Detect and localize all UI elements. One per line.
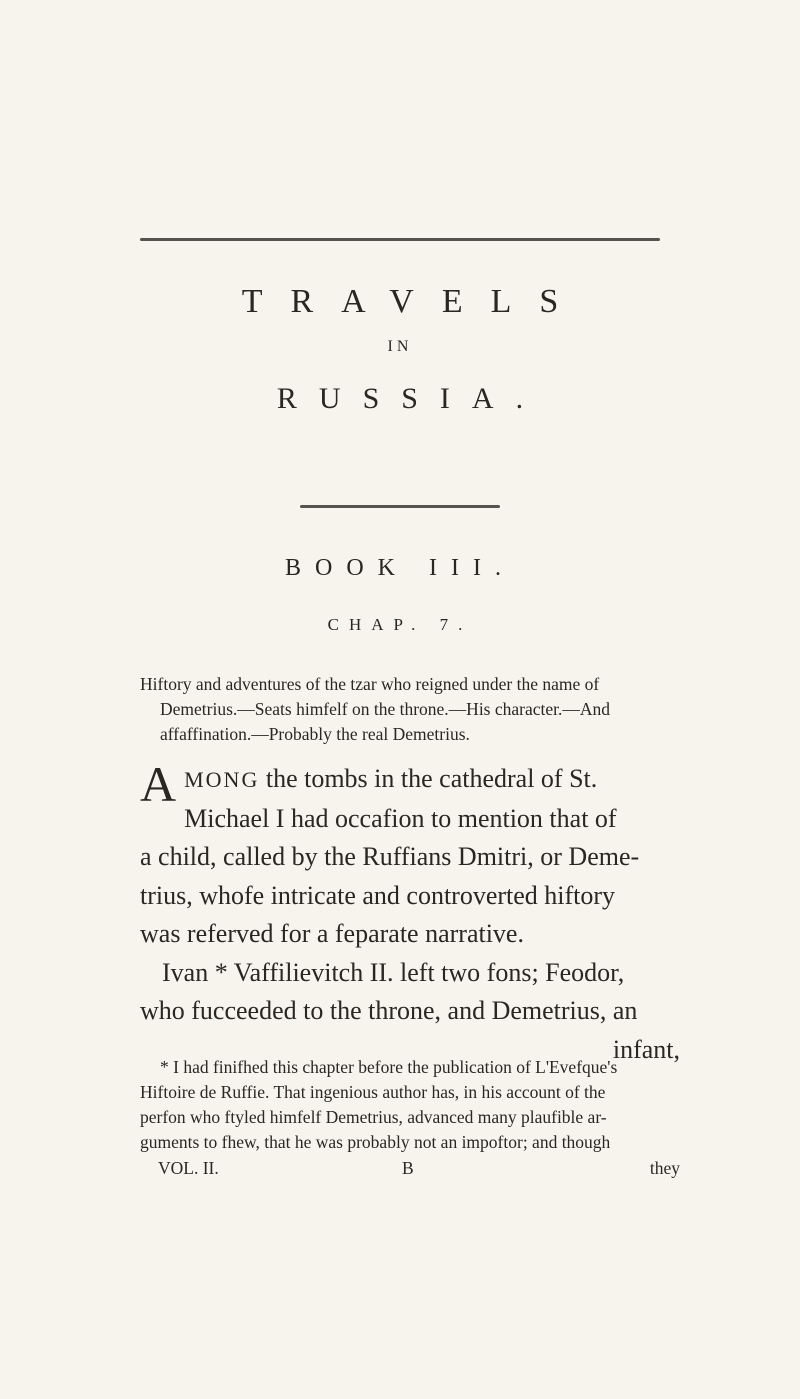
top-rule [140, 238, 660, 241]
body-text [140, 756, 680, 1069]
drop-cap: A [140, 756, 177, 812]
body-line: Michael I had occafion to mention that of [184, 803, 617, 833]
footnote-line: * I had finifhed this chapter before the publication of L'Evefque's [160, 1057, 618, 1077]
chapter-summary [140, 672, 680, 747]
middle-rule [300, 505, 500, 508]
body-line: Ivan * Vaffilievitch II. left two fons; Feodor, [162, 957, 625, 987]
catchword: they [649, 1158, 680, 1178]
summary-line: Hiftory and adventures of the tzar who reigned under the name of [140, 674, 600, 694]
footnote-line: Hiftoire de Ruffie. That ingenious author has, in his account of the [140, 1082, 606, 1102]
footnote-line: guments to fhew, that he was probably not an impoftor; and though [140, 1132, 611, 1152]
footnote [140, 1055, 680, 1155]
book-heading: BOOK III. [285, 555, 515, 581]
title: TRAVELS [241, 283, 587, 320]
body-line: the tombs in the cathedral of St. [259, 764, 598, 793]
chapter-heading: CHAP. 7. [327, 615, 473, 634]
body-line: who fucceeded to the throne, and Demetrius, an [140, 996, 638, 1025]
summary-line: Demetrius.—Seats himfelf on the throne.—His character.—And [160, 699, 611, 719]
title-in: IN [387, 338, 413, 355]
body-line: trius, whofe intricate and controverted hiftory [140, 880, 616, 910]
summary-line: affaffination.—Probably the real Demetrius. [160, 724, 470, 744]
body-line: was referved for a feparate narrative. [140, 919, 524, 948]
footnote-line: perfon who ftyled himfelf Demetrius, advanced many plaufible ar- [140, 1107, 607, 1127]
opening-caps: MONG [184, 767, 260, 792]
body-line: a child, called by the Ruffians Dmitri, or Deme- [140, 842, 640, 871]
volume-label: VOL. II. [158, 1158, 219, 1178]
title-place: RUSSIA. [276, 382, 546, 415]
signature-mark: B [402, 1158, 414, 1178]
body-line: infant, [612, 1034, 680, 1064]
